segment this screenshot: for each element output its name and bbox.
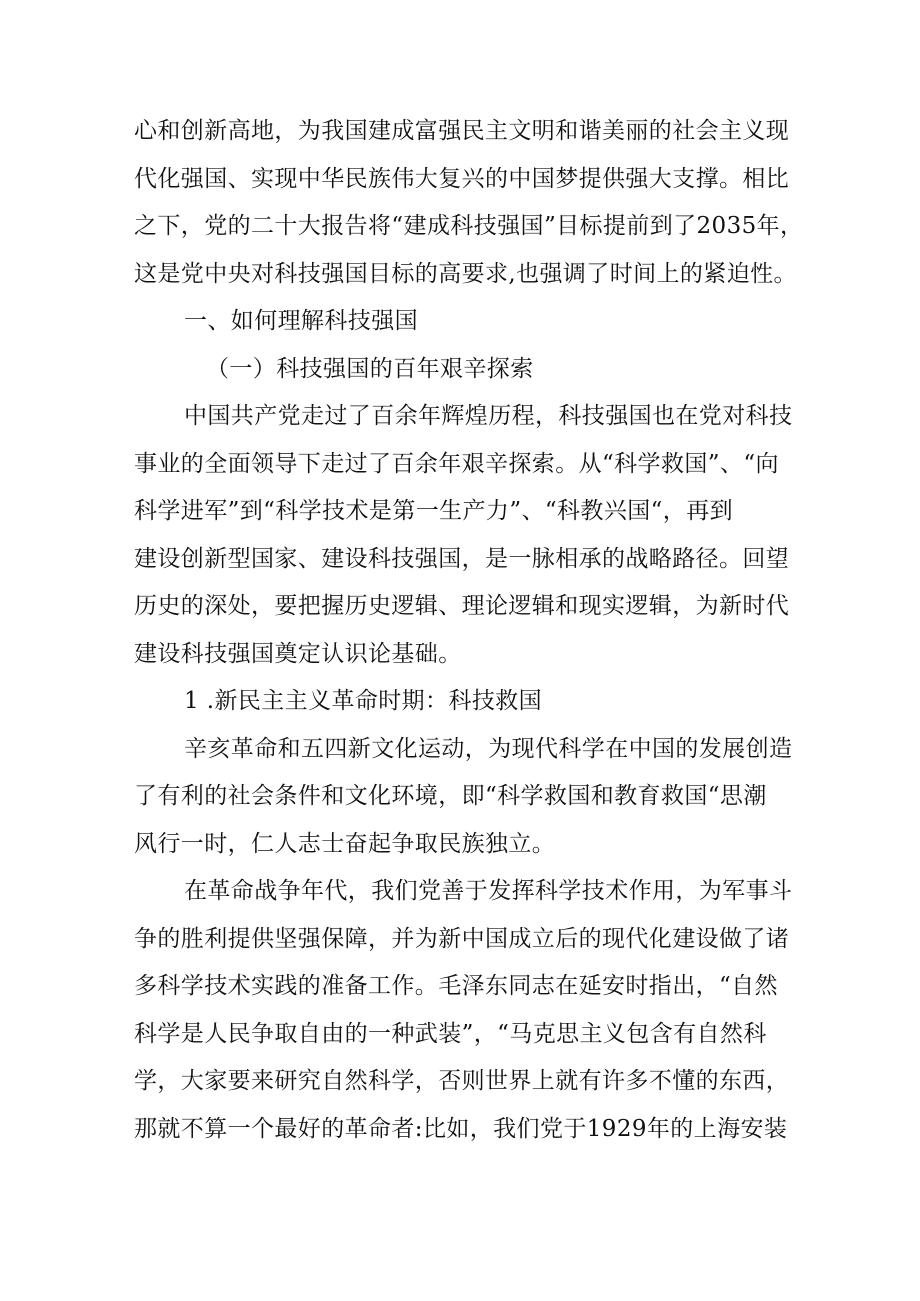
text-line: 建设创新型国家、建设科技强国，是一脉相承的战略路径。回望: [134, 545, 790, 572]
text-line: 争的胜利提供坚强保障，并为新中国成立后的现代化建设做了诸: [134, 925, 790, 952]
period-heading: 1 .新民主主义革命时期：科技救国: [184, 688, 543, 714]
text-line: 心和创新高地，为我国建成富强民主文明和谐美丽的社会主义现: [134, 118, 790, 144]
text-line: 那就不算一个最好的革命者:比如，我们党于1929年的上海安装: [134, 1115, 788, 1142]
text-line: 学，大家要来研究自然科学，否则世界上就有许多不懂的东西，: [134, 1068, 790, 1094]
text-line: 中国共产党走过了百余年辉煌历程，科技强国也在党对科技: [184, 403, 793, 429]
text-line: 这是党中央对科技强国目标的高要求,也强调了时间上的紧迫性。: [134, 260, 797, 287]
text-line: 科学进军”到“科学技术是第一生产力”、“科教兴国“，再到: [134, 498, 733, 524]
text-line: 历史的深处，要把握历史逻辑、理论逻辑和现实逻辑，为新时代: [134, 593, 790, 619]
body-text: [134, 108, 804, 1153]
text-line: 辛亥革命和五四新文化运动，为现代科学在中国的发展创造: [184, 735, 793, 762]
text-line: 建设科技强国奠定认识论基础。: [134, 640, 462, 667]
text-line: 之下，党的二十大报告将“建成科技强国”目标提前到了2035年，: [134, 213, 804, 239]
text-line: 在革命战争年代，我们党善于发挥科学技术作用，为军事斗: [184, 878, 793, 904]
subsection-heading: （一）科技强国的百年艰辛探索: [206, 355, 534, 382]
text-line: 风行一时，仁人志士奋起争取民族独立。: [134, 830, 556, 857]
text-line: 科学是人民争取自由的一种武装”，“马克思主义包含有自然科: [134, 1020, 767, 1047]
text-line: 多科学技术实践的准备工作。毛泽东同志在延安时指出，“自然: [134, 973, 778, 999]
text-line: 代化强国、实现中华民族伟大复兴的中国梦提供强大支撑。相比: [134, 165, 790, 192]
text-line: 事业的全面领导下走过了百余年艰辛探索。从“科学救国”、“向: [134, 450, 779, 477]
section-heading: 一、如何理解科技强国: [184, 308, 418, 334]
text-line: 了有利的社会条件和文化环境，即“科学救国和教育救国“思潮: [134, 783, 767, 809]
